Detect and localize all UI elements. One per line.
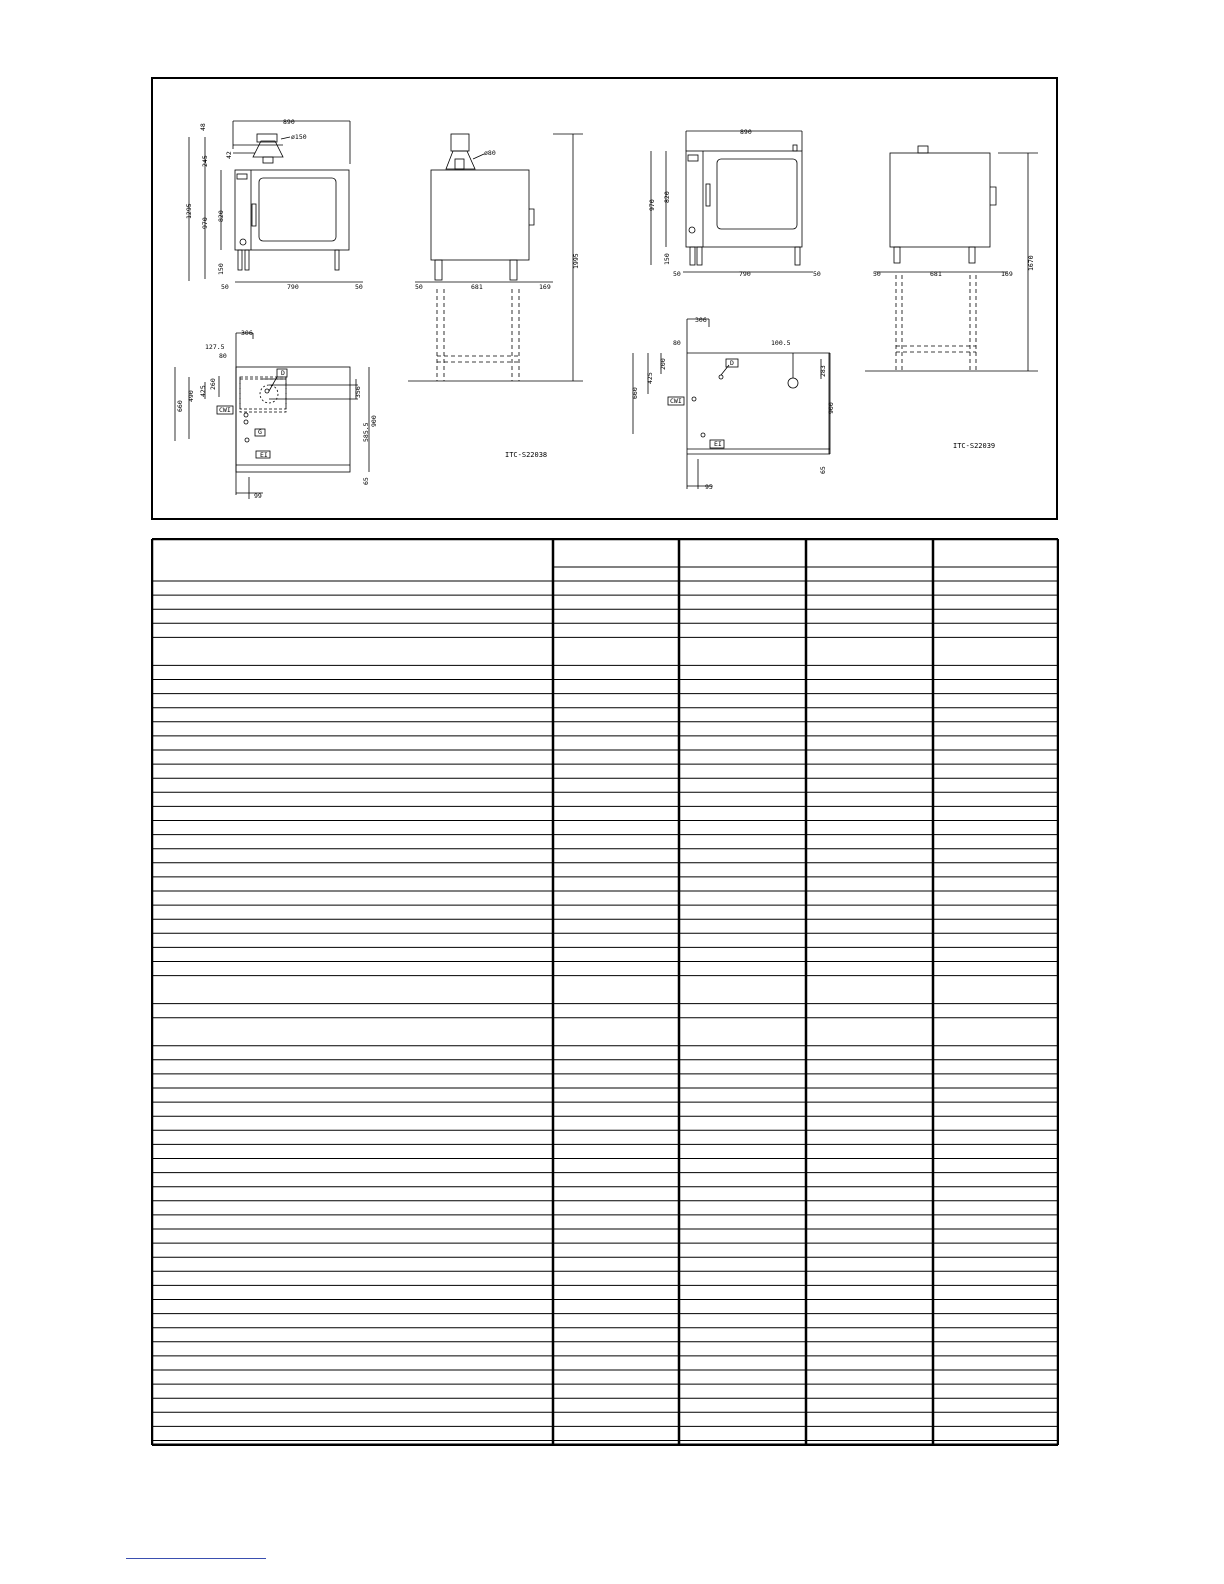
- svg-text:99: 99: [254, 492, 262, 500]
- svg-text:50: 50: [415, 283, 423, 291]
- spec-table: [151, 538, 1059, 1446]
- plan2-top-view: [631, 316, 835, 491]
- plan1-top-view: [175, 329, 378, 500]
- drawing-code-2: ITC-S22039: [953, 442, 996, 450]
- svg-text:50: 50: [813, 270, 821, 278]
- technical-drawing-frame: [151, 77, 1058, 520]
- svg-text:150: 150: [217, 263, 225, 275]
- svg-text:260: 260: [209, 378, 217, 390]
- svg-text:790: 790: [739, 270, 751, 278]
- dim-text: 890: [283, 118, 295, 126]
- footer-rule: [126, 1558, 266, 1559]
- svg-text:900: 900: [370, 415, 378, 427]
- svg-text:150: 150: [663, 253, 671, 265]
- svg-text:660: 660: [631, 387, 639, 399]
- spec-table-grid: [151, 538, 1059, 1446]
- svg-text:EI: EI: [714, 440, 722, 448]
- view3-front: [648, 128, 821, 278]
- svg-text:585.5: 585.5: [362, 422, 370, 442]
- svg-text:200: 200: [659, 358, 667, 370]
- svg-text:D: D: [730, 359, 734, 367]
- svg-text:42: 42: [225, 151, 233, 159]
- svg-text:1995: 1995: [572, 253, 580, 269]
- svg-text:95: 95: [705, 483, 713, 491]
- svg-text:970: 970: [201, 217, 209, 229]
- svg-text:50: 50: [873, 270, 881, 278]
- svg-text:1670: 1670: [1027, 255, 1035, 271]
- svg-text:283: 283: [819, 365, 827, 377]
- svg-text:65: 65: [819, 466, 827, 474]
- svg-text:790: 790: [287, 283, 299, 291]
- svg-text:65: 65: [362, 477, 370, 485]
- svg-text:169: 169: [539, 283, 551, 291]
- svg-text:1295: 1295: [185, 203, 193, 219]
- view4-side-on-stand: [865, 146, 1038, 371]
- svg-text:245: 245: [201, 155, 209, 167]
- svg-text:660: 660: [176, 400, 184, 412]
- svg-text:EI: EI: [260, 451, 268, 459]
- view1-front-with-hood: [185, 118, 363, 291]
- svg-text:681: 681: [471, 283, 483, 291]
- svg-text:970: 970: [648, 199, 656, 211]
- svg-text:CWI: CWI: [219, 406, 231, 414]
- svg-text:50: 50: [673, 270, 681, 278]
- svg-text:356: 356: [354, 386, 362, 398]
- svg-text:900: 900: [827, 402, 835, 414]
- svg-text:D: D: [281, 369, 285, 377]
- svg-text:820: 820: [217, 210, 225, 222]
- drawing-code-1: ITC-S22038: [505, 451, 548, 459]
- svg-text:169: 169: [1001, 270, 1013, 278]
- svg-text:ø150: ø150: [291, 133, 307, 141]
- svg-text:425: 425: [199, 385, 207, 397]
- svg-text:ø80: ø80: [484, 149, 496, 157]
- svg-text:50: 50: [221, 283, 229, 291]
- svg-text:820: 820: [663, 191, 671, 203]
- svg-text:48: 48: [199, 123, 207, 131]
- svg-text:G: G: [258, 428, 262, 436]
- svg-text:425: 425: [646, 372, 654, 384]
- view2-side-on-stand: [408, 134, 583, 381]
- svg-text:306: 306: [241, 329, 253, 337]
- svg-text:127.5: 127.5: [205, 343, 225, 351]
- svg-text:890: 890: [740, 128, 752, 136]
- svg-text:490: 490: [187, 390, 195, 402]
- svg-text:CWI: CWI: [670, 397, 682, 405]
- technical-drawing: [153, 79, 1060, 522]
- svg-text:100.5: 100.5: [771, 339, 791, 347]
- svg-text:80: 80: [673, 339, 681, 347]
- svg-text:50: 50: [355, 283, 363, 291]
- svg-text:80: 80: [219, 352, 227, 360]
- svg-text:306: 306: [695, 316, 707, 324]
- svg-text:681: 681: [930, 270, 942, 278]
